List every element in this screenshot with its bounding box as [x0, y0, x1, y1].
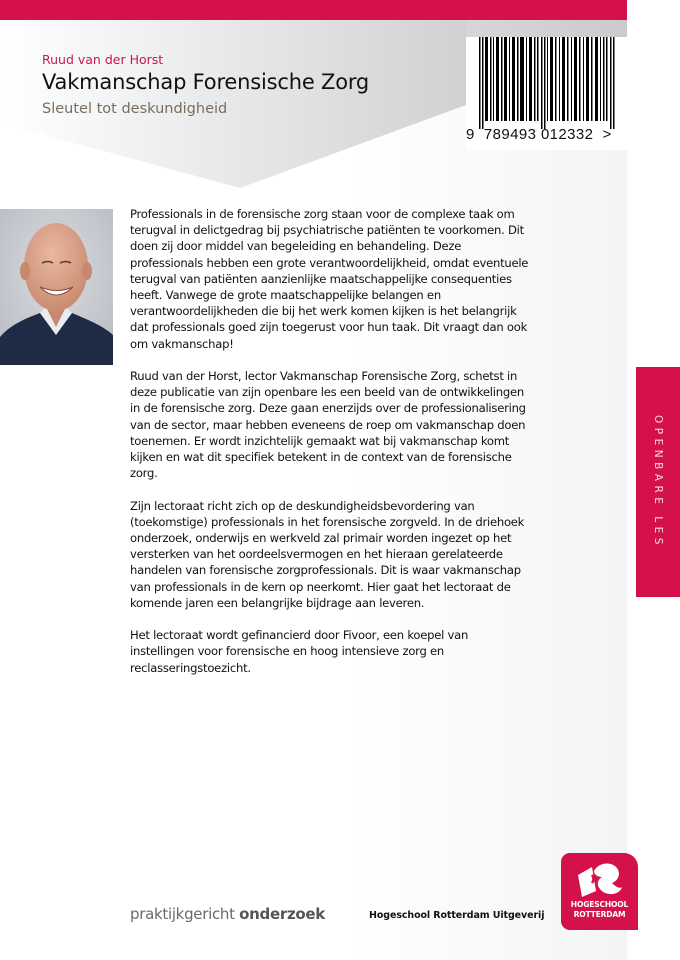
- isbn-number: [466, 126, 627, 143]
- isbn-lead-digit: 9: [466, 126, 475, 143]
- blurb-paragraph-4: Het lectoraat wordt gefinancierd door Fivoor, een koepel van instellingen voor forensische en hoog intensieve zorg en reclasseringstoezicht.: [130, 628, 469, 675]
- hogeschool-rotterdam-logo: [561, 853, 638, 930]
- barcode-bars-icon: [479, 37, 615, 129]
- isbn-group-2: 012332: [540, 126, 594, 143]
- header-block: [42, 52, 369, 118]
- series-name: [130, 905, 325, 923]
- blurb-text: [130, 206, 530, 692]
- publisher-name: Hogeschool Rotterdam Uitgeverij: [369, 910, 545, 921]
- logo-line-1: HOGESCHOOL: [570, 900, 629, 909]
- top-red-bar: [0, 0, 627, 20]
- blurb-paragraph-2: Ruud van der Horst, lector Vakmanschap Forensische Zorg, schetst in deze publicatie van zijn openbare les een beeld van de ontwikkelingen in de forensische zorg. Deze gaan enerzijds over de professionalisering van de sector, maar hebben eveneens de roep om vakmanschap doen toenemen. Er wordt inzichtelijk gemaakt wat bij vakmanschap komt kijken en wat dit specifiek betekent in de context van de forensische zorg.: [130, 369, 526, 481]
- book-subtitle: Sleutel tot deskundigheid: [42, 101, 228, 117]
- openbare-les-tab: [636, 367, 680, 597]
- author-photo: [0, 209, 113, 365]
- logo-text: [561, 900, 638, 920]
- isbn-barcode: [466, 37, 627, 150]
- blurb-paragraph-3: Zijn lectoraat richt zich op de deskundigheidsbevordering van (toekomstige) professionals in het forensische zorgveld. In de driehoek onderzoek, onderwijs en werkveld zal primair worden ingezet op het versterken van het oordeelsvermogen en het hieraan gerelateerde handelen van forensische zorgprofessionals. Dit is waar vakmanschap van professionals in de kern op neerkomt. Hier gaat het lectoraat de komende jaren een belangrijke bijdrage aan leveren.: [130, 498, 525, 610]
- blurb-paragraph-1: Professionals in de forensische zorg staan voor de complexe taak om terugval in delictgedrag bij psychiatrische patiënten te voorkomen. Dit doen zij door middel van begeleiding en behandeling. Deze professionals hebben een grote verantwoordelijkheid, omdat eventuele terugval van patiënten aanzienlijke maatschappelijke consequenties heeft. Vanwege de grote maatschappelijke belangen en verantwoordelijkheden die bij het werk komen kijken is het belangrijk dat professionals goed zijn toegerust voor hun taak. Dit vraagt dan ook om vakmanschap!: [130, 207, 529, 351]
- book-title: Vakmanschap Forensische Zorg: [42, 70, 370, 94]
- isbn-group-1: 789493: [483, 126, 537, 143]
- logo-line-2: ROTTERDAM: [573, 910, 626, 919]
- series-regular: praktijkgericht: [130, 905, 240, 923]
- tab-label: OPENBARE LES: [652, 415, 664, 549]
- portrait-image: [0, 209, 113, 365]
- series-bold: onderzoek: [239, 905, 325, 923]
- author-name: Ruud van der Horst: [42, 52, 164, 67]
- isbn-arrow: >: [602, 126, 612, 143]
- hr-logo-icon: [576, 861, 624, 899]
